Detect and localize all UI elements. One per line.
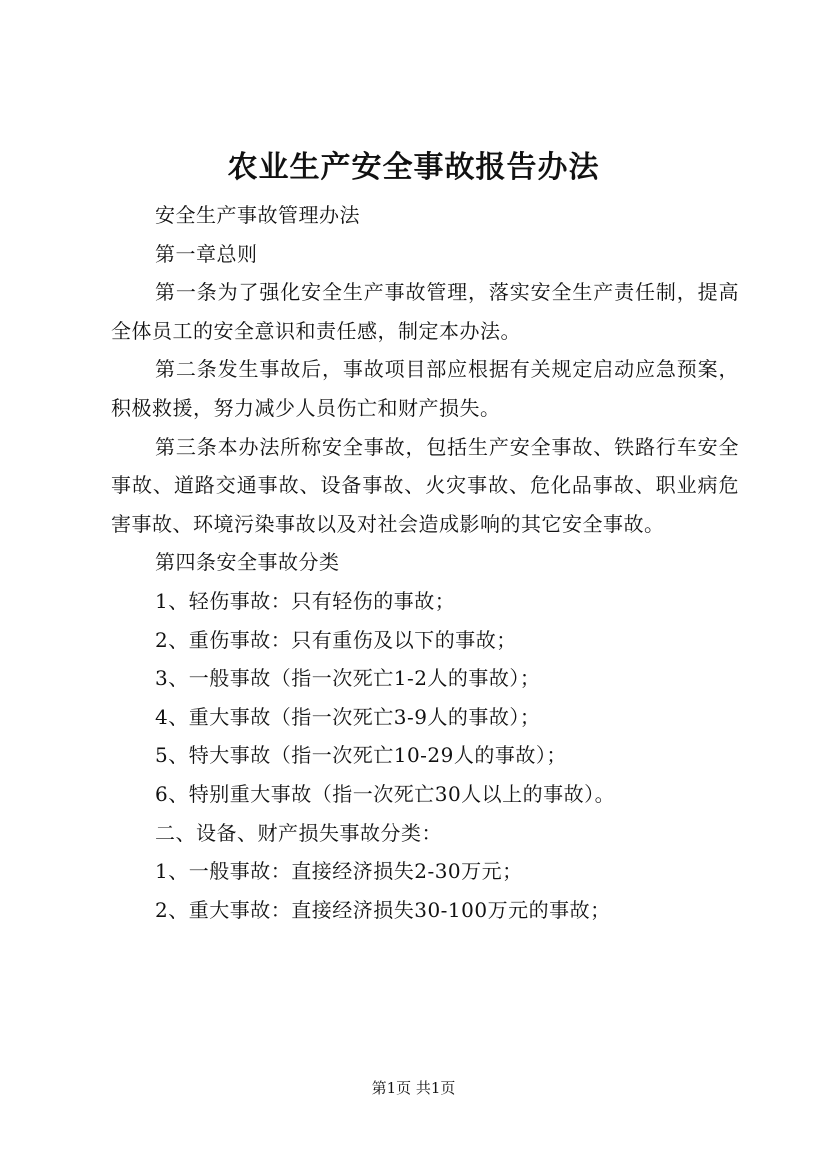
- paragraph: 第三条本办法所称安全事故，包括生产安全事故、铁路行车安全事故、道路交通事故、设备事故、火灾事故、危化品事故、职业病危害事故、环境污染事故以及对社会造成影响的其它安全事故。: [111, 434, 739, 536]
- list-item: 6、特别重大事故（指一次死亡30人以上的事故）。: [155, 781, 616, 806]
- list-item: 5、特大事故（指一次死亡10-29人的事故）；: [155, 743, 567, 768]
- list-item: 1、轻伤事故：只有轻伤的事故；: [155, 588, 456, 613]
- list-item: 1、一般事故：直接经济损失2-30万元；: [155, 859, 523, 884]
- list-item: 4、重大事故（指一次死亡3-9人的事故）；: [155, 704, 541, 729]
- page-footer: 第1页 共1页: [371, 1079, 456, 1097]
- document-title: 农业生产安全事故报告办法: [227, 150, 600, 185]
- section-heading: 二、设备、财产损失事故分类：: [155, 820, 442, 845]
- paragraph: 第二条发生事故后，事故项目部应根据有关规定启动应急预案，积极救援，努力减少人员伤亡和财产损失。: [111, 357, 739, 420]
- paragraph: 第四条安全事故分类: [155, 550, 340, 575]
- chapter-heading: 第一章总则: [155, 241, 258, 266]
- paragraph: 第一条为了强化安全生产事故管理，落实安全生产责任制，提高全体员工的安全意识和责任感，制定本办法。: [111, 280, 739, 343]
- list-item: 3、一般事故（指一次死亡1-2人的事故）；: [155, 666, 541, 691]
- document-body: [111, 196, 739, 929]
- paragraph: 安全生产事故管理办法: [155, 203, 360, 227]
- list-item: 2、重伤事故：只有重伤及以下的事故；: [155, 627, 517, 652]
- list-item: 2、重大事故：直接经济损失30-100万元的事故；: [155, 897, 611, 922]
